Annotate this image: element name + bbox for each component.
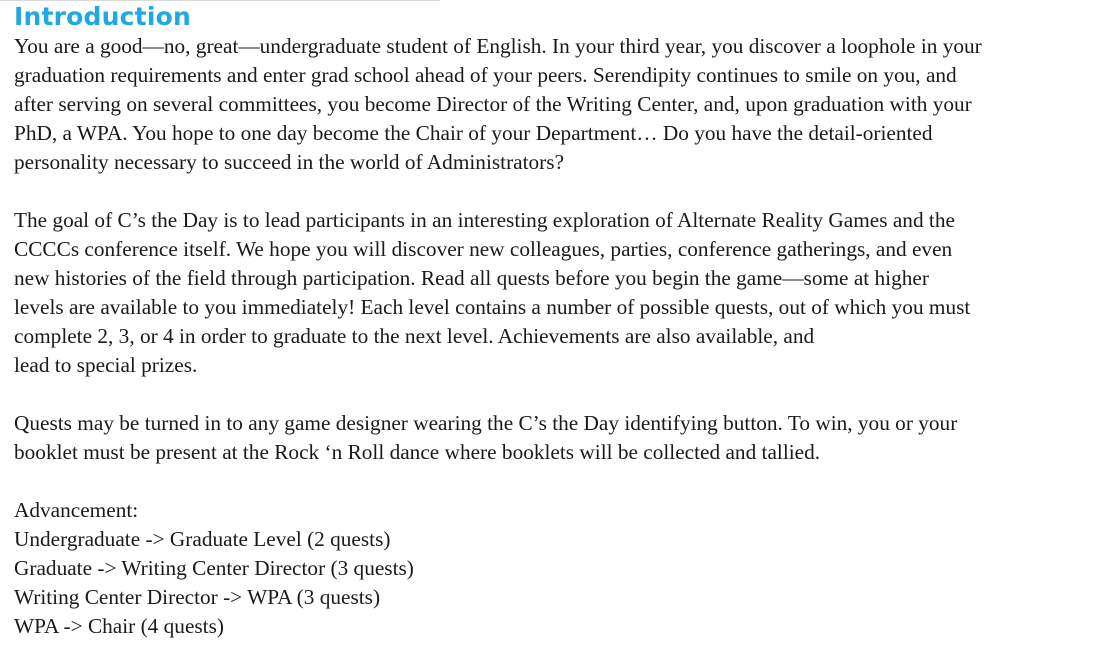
paragraph-line: booklet must be present at the Rock ‘n Roll dance where booklets will be collected and tallied.: [14, 440, 821, 464]
advancement-item: Graduate -> Writing Center Director (3 quests): [14, 556, 414, 580]
paragraph-line: new histories of the field through participation. Read all quests before you begin the game—some at higher: [14, 266, 929, 290]
paragraph-line: complete 2, 3, or 4 in order to graduate to the next level. Achievements are also available, and: [14, 324, 815, 348]
paragraph-line: You are a good—no, great—undergraduate student of English. In your third year, you discover a loophole in your: [14, 34, 982, 58]
paragraph-line: levels are available to you immediately! Each level contains a number of possible quests, out of which you must: [14, 295, 971, 319]
section-heading: Introduction: [14, 2, 191, 31]
paragraph-line: personality necessary to succeed in the world of Administrators?: [14, 150, 565, 174]
body-content: [14, 32, 1106, 641]
paragraph-line: Quests may be turned in to any game designer wearing the C’s the Day identifying button. To win, you or your: [14, 411, 958, 435]
advancement-item: Undergraduate -> Graduate Level (2 quests): [14, 527, 391, 551]
quests-paragraph: [14, 409, 1106, 467]
introduction-page: [14, 2, 1106, 641]
advancement-label: Advancement:: [14, 498, 139, 522]
paragraph-line: The goal of C’s the Day is to lead participants in an interesting exploration of Alternate Reality Games and the: [14, 208, 955, 232]
intro-paragraph: [14, 32, 1106, 177]
top-divider: [0, 0, 440, 1]
paragraph-line: lead to special prizes.: [14, 353, 198, 377]
paragraph-line: CCCCs conference itself. We hope you will discover new colleagues, parties, conference gatherings, and even: [14, 237, 953, 261]
paragraph-line: PhD, a WPA. You hope to one day become the Chair of your Department… Do you have the detail-oriented: [14, 121, 933, 145]
advancement-item: Writing Center Director -> WPA (3 quests): [14, 585, 381, 609]
advancement-item: WPA -> Chair (4 quests): [14, 614, 224, 638]
paragraph-line: after serving on several committees, you become Director of the Writing Center, and, upon graduation with your: [14, 92, 972, 116]
advancement-section: [14, 496, 1106, 641]
paragraph-line: graduation requirements and enter grad school ahead of your peers. Serendipity continues to smile on you, and: [14, 63, 957, 87]
goal-paragraph: [14, 206, 1106, 380]
advancement-list: [14, 525, 1106, 641]
